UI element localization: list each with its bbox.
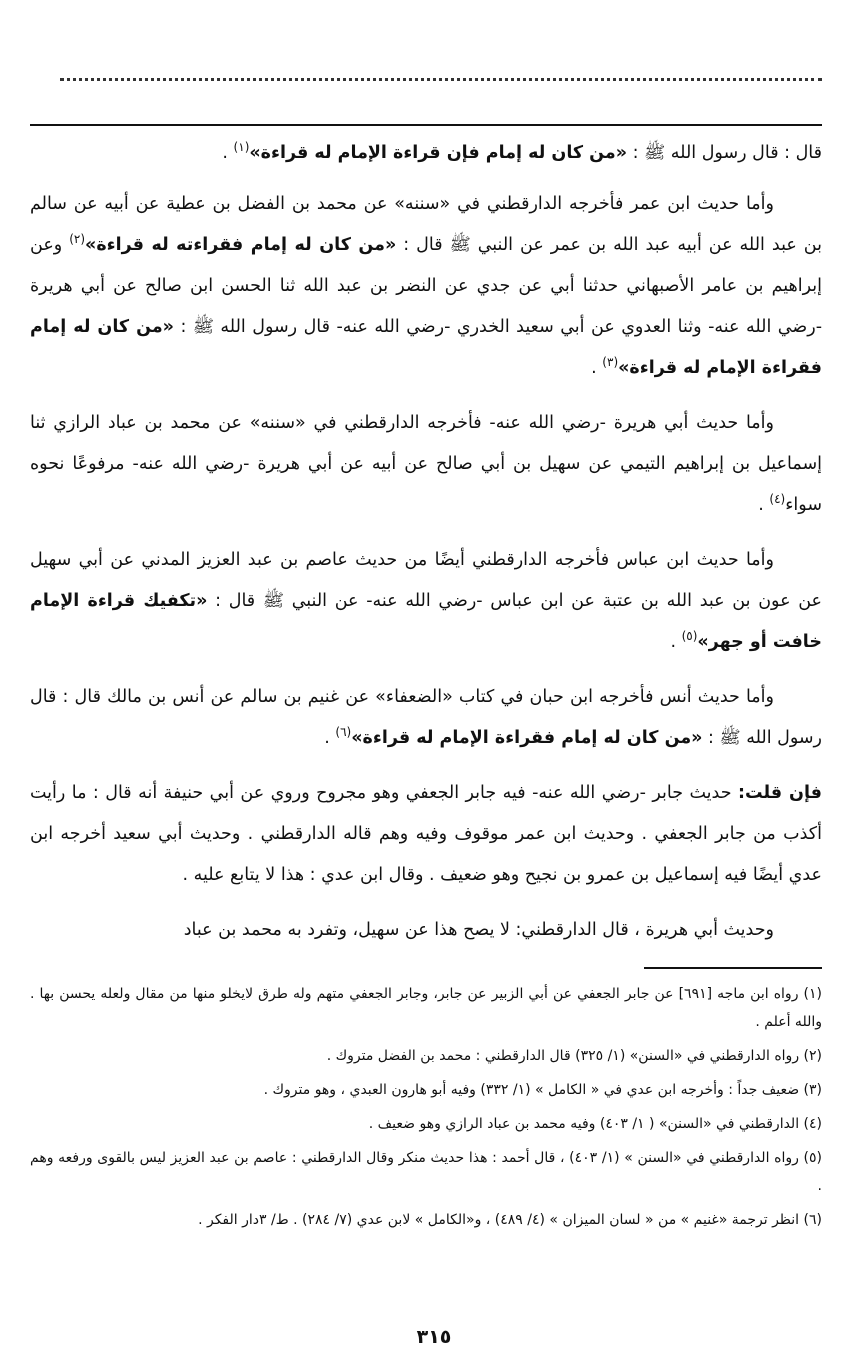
header-dotted-separator [60, 78, 822, 81]
p0-prefix: قال : قال رسول الله ﷺ : [627, 143, 822, 163]
footnote-rule [644, 967, 822, 969]
footnote-ref-5: (٥) [681, 629, 698, 644]
footnote-ref-1: (١) [233, 140, 250, 155]
footnote-ref-3: (٣) [602, 355, 619, 370]
paragraph-6 [30, 910, 822, 951]
paragraph-0 [30, 133, 822, 174]
footnotes [30, 980, 822, 1240]
p1-suffix: . [591, 358, 603, 378]
p2-text: وأما حديث أبي هريرة -رضي الله عنه- فأخرجه الدارقطني في «سننه» عن محمد بن عباد الرازي ثنا إسماعيل بن إبراهيم التيمي عن سهيل بن أبي صالح عن أبيه عن أبي هريرة -رضي الله عنه- مرفوعًا نحوه سواء [30, 413, 822, 515]
footnote-3: (٣) ضعيف جداً : وأخرجه ابن عدي في « الكامل » (١/ ٣٣٢) وفيه أبو هارون العبدي ، وهو متروك . [263, 1082, 822, 1098]
page-number: ٣١٥ [416, 1326, 452, 1348]
p5-lead: فإن قلت: [737, 783, 823, 803]
paragraph-3 [30, 540, 822, 663]
p3-suffix: . [670, 632, 682, 652]
footnote-ref-2: (٢) [69, 232, 86, 247]
p0-quote: «من كان له إمام فإن قراءة الإمام له قراءة» [249, 143, 628, 163]
p5-text: حديث جابر -رضي الله عنه- فيه جابر الجعفي وهو مجروح وروي عن أبي حنيفة أنه قال : ما رأيت أكذب من جابر الجعفي . وحديث ابن عمر موقوف وفيه وهم قاله الدارقطني . وحديث أبي سعيد أخرجه ابن عدي أيضًا فيه إسماعيل بن عمرو بن نجيح وهو ضعيف . وقال ابن عدي : هذا لا يتابع عليه . [30, 783, 822, 885]
p3-quote: «تكفيك قراءة الإمام خافت أو جهر» [30, 591, 822, 652]
footnote-1: (١) رواه ابن ماجه [٦٩١] عن جابر الجعفي عن أبي الزبير عن جابر، وجابر الجعفي متهم وله طرق لايخلو منها من مقال ولعله يحسن بها . والله أعلم . [30, 986, 822, 1030]
main-text [30, 133, 822, 965]
p4-suffix: . [324, 728, 336, 748]
footnote-2: (٢) رواه الدارقطني في «السنن» (١/ ٣٢٥) قال الدارقطني : محمد بن الفضل متروك . [326, 1048, 822, 1064]
footnote-ref-6: (٦) [335, 725, 352, 740]
p6-text: وحديث أبي هريرة ، قال الدارقطني: لا يصح هذا عن سهيل، وتفرد به محمد بن عباد [183, 920, 774, 940]
paragraph-1 [30, 184, 822, 389]
header-rule [30, 124, 822, 126]
p3-text: وأما حديث ابن عباس فأخرجه الدارقطني أيضًا من حديث عاصم بن عبد العزيز المدني عن أبي سهيل عن عون بن عبد الله بن عتبة عن ابن عباس -رضي الله عنه- عن النبي ﷺ قال : [30, 550, 822, 611]
footnote-5: (٥) رواه الدارقطني في «السنن » (١/ ٤٠٣) ، قال أحمد : هذا حديث منكر وقال الدارقطني : عاصم بن عبد العزيز ليس بالقوى ورفعه وهم . [30, 1150, 822, 1194]
paragraph-2 [30, 403, 822, 526]
paragraph-5 [30, 773, 822, 896]
p1-quote2: «من كان له إمام فقراءة الإمام له قراءة» [30, 317, 822, 378]
footnote-6: (٦) انظر ترجمة «غنيم » من « لسان الميزان » (٤/ ٤٨٩) ، و«الكامل » لابن عدي (٧/ ٢٨٤) . ط/ ٣دار الفكر . [198, 1212, 822, 1228]
paragraph-4 [30, 677, 822, 759]
p2-suffix: . [758, 495, 770, 515]
p1-text2: وعن إبراهيم بن عامر الأصبهاني حدثنا أبي عن جدي عن النضر بن عبد الله ثنا الحسن ابن صالح عن أبي هريرة -رضي الله عنه- وثنا العدوي عن أبي سعيد الخدري -رضي الله عنه- قال رسول الله ﷺ : [30, 235, 823, 337]
p1-text1: وأما حديث ابن عمر فأخرجه الدارقطني في «سننه» عن محمد بن الفضل بن عطية عن أبيه عن سالم بن عبد الله عن أبيه عبد الله بن عمر عن النبي ﷺ قال : [30, 194, 822, 255]
p4-quote: «من كان له إمام فقراءة الإمام له قراءة» [351, 728, 703, 748]
p4-text: وأما حديث أنس فأخرجه ابن حبان في كتاب «الضعفاء» عن غنيم بن سالم عن أنس بن مالك قال : قال رسول الله ﷺ : [30, 687, 822, 748]
p0-suffix: . [222, 143, 234, 163]
footnote-ref-4: (٤) [769, 492, 786, 507]
footnote-4: (٤) الدارقطني في «السنن» ( ١/ ٤٠٣) وفيه محمد بن عباد الرازي وهو ضعيف . [368, 1116, 822, 1132]
p1-quote1: «من كان له إمام فقراءته له قراءة» [85, 235, 397, 255]
